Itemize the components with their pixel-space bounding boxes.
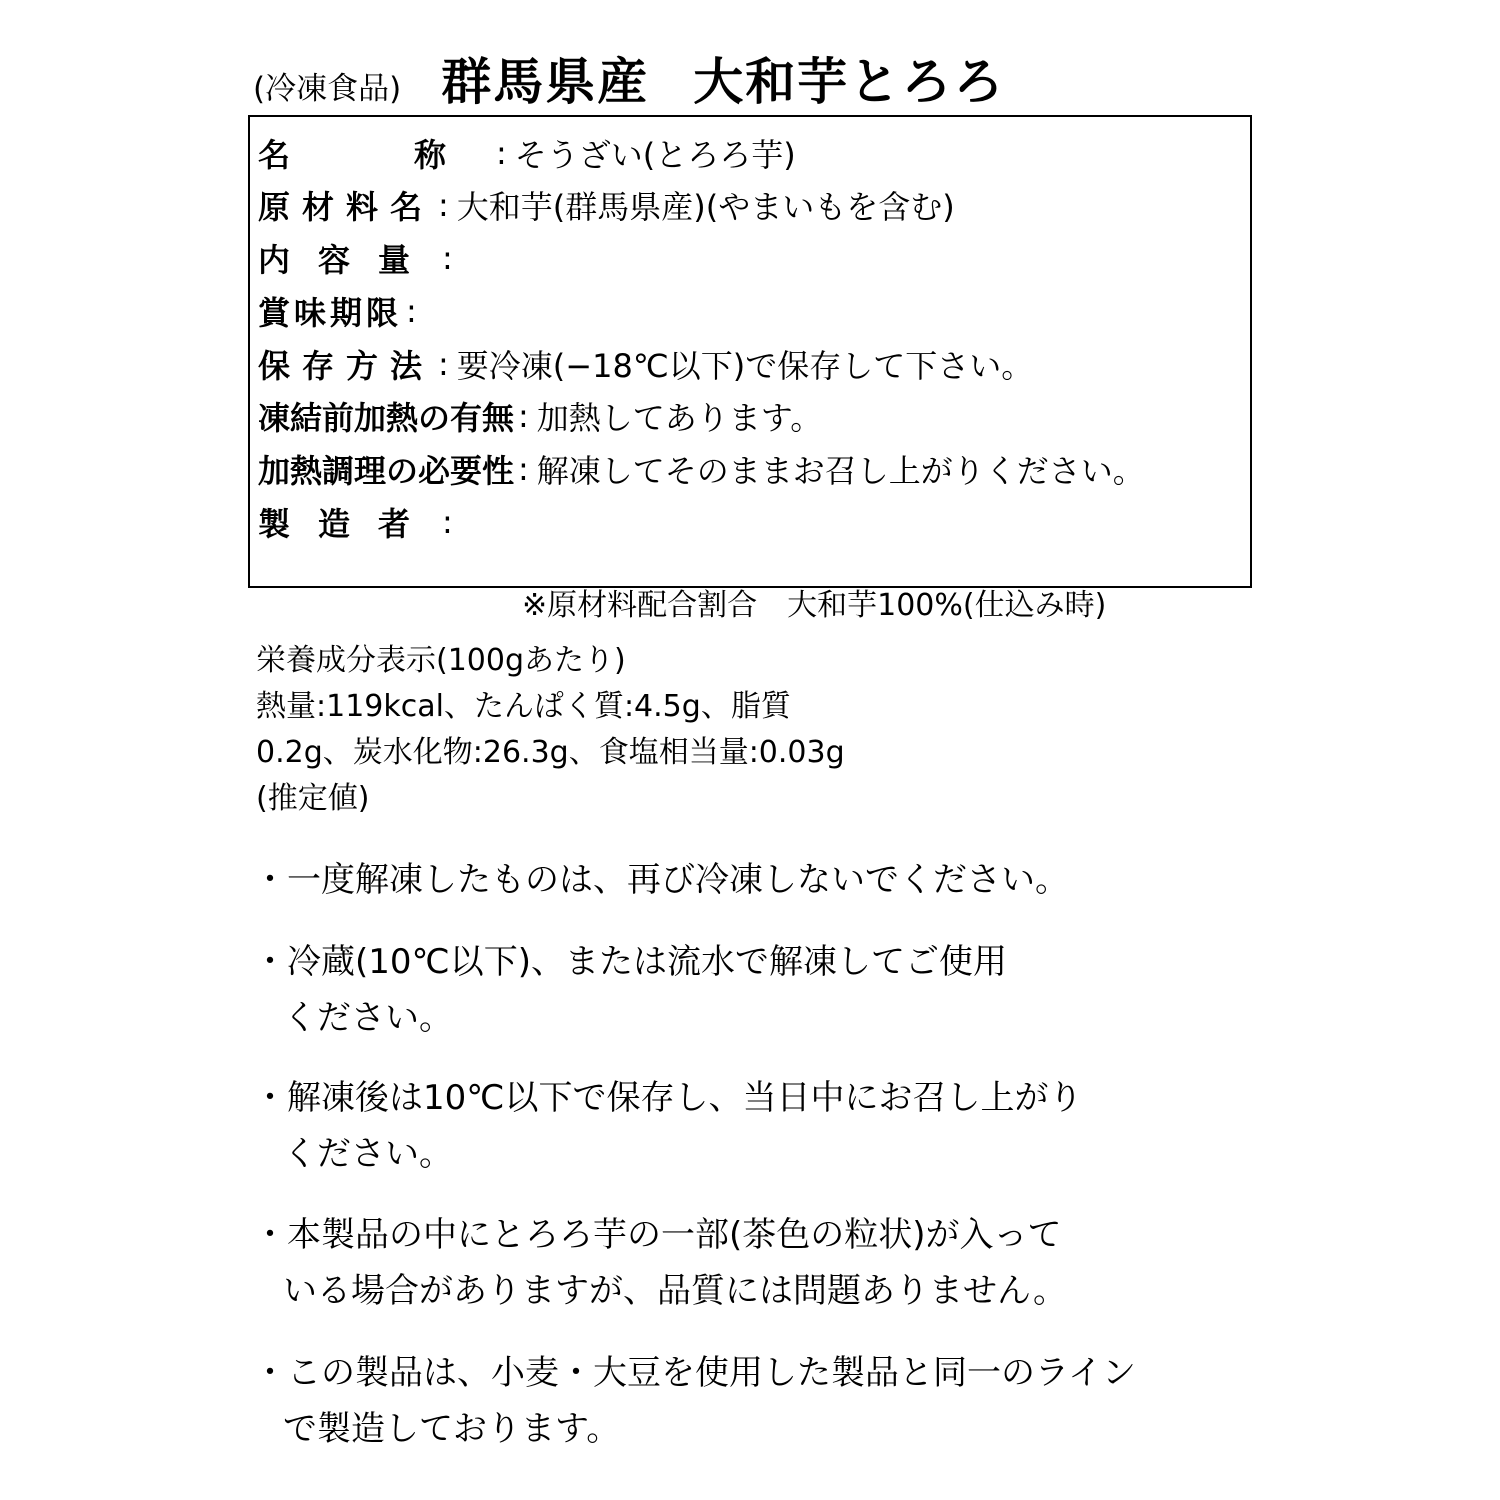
field-value: 加熱してあります。 xyxy=(536,399,823,437)
note-line: いる場合がありますが、品質には問題ありません。 xyxy=(283,1271,1068,1311)
field-label: 内容量 xyxy=(258,241,439,279)
note-item xyxy=(253,1070,1082,1182)
note-line: で製造しております。 xyxy=(283,1409,621,1449)
product-label-box xyxy=(248,115,1252,588)
ingredient-ratio-note: ※原材料配合割合 大和芋100%(仕込み時) xyxy=(522,588,1107,623)
field-value: 要冷凍(−18℃以下)で保存して下さい。 xyxy=(456,347,1034,385)
field-colon: : xyxy=(438,345,449,383)
field-label: 保存方法 xyxy=(258,347,435,385)
field-row-manufacturer xyxy=(258,496,461,548)
note-item xyxy=(253,852,1069,908)
field-row-storage xyxy=(258,338,1033,390)
note-item xyxy=(253,1345,1136,1457)
field-label: 名 称 xyxy=(258,136,493,174)
note-line: ・本製品の中にとろろ芋の一部(茶色の粒状)が入って xyxy=(253,1215,1062,1255)
title-product-name: 大和芋とろろ xyxy=(693,53,1006,111)
title-origin: 群馬県産 xyxy=(441,53,650,111)
field-value: 大和芋(群馬県産)(やまいもを含む) xyxy=(456,188,955,226)
field-label: 製造者 xyxy=(258,505,439,543)
field-label: 原材料名 xyxy=(258,188,435,226)
field-colon: : xyxy=(438,186,449,224)
note-item xyxy=(253,934,1007,1046)
nutrition-line: 熱量:119kcal、たんぱく質:4.5g、脂質 xyxy=(256,689,791,724)
field-colon: : xyxy=(406,292,417,330)
field-row-cooking-need xyxy=(258,443,1145,495)
title-prefix: (冷凍食品) xyxy=(253,71,402,107)
nutrition-heading: 栄養成分表示(100gあたり) xyxy=(256,643,626,678)
field-row-contents xyxy=(258,232,461,284)
field-row-name xyxy=(258,127,796,179)
note-line: ください。 xyxy=(283,1134,453,1174)
note-line: ください。 xyxy=(283,998,453,1038)
note-line: ・解凍後は10℃以下で保存し、当日中にお召し上がり xyxy=(253,1078,1083,1118)
field-label: 加熱調理の必要性 xyxy=(258,452,515,490)
field-value: そうざい(とろろ芋) xyxy=(514,136,796,174)
field-colon: : xyxy=(442,503,453,541)
note-line: ・冷蔵(10℃以下)、または流水で解凍してご使用 xyxy=(253,942,1007,982)
note-item xyxy=(253,1207,1067,1319)
field-row-ingredients xyxy=(258,179,955,231)
note-line: ・一度解凍したものは、再び冷凍しないでください。 xyxy=(253,860,1069,900)
nutrition-estimate-note: (推定値) xyxy=(256,781,370,816)
note-line: ・この製品は、小麦・大豆を使用した製品と同一のライン xyxy=(253,1353,1136,1393)
title-main xyxy=(441,42,1005,114)
field-label: 凍結前加熱の有無 xyxy=(258,399,515,437)
field-row-preheating xyxy=(258,390,822,442)
nutrition-facts xyxy=(256,638,845,822)
field-row-best-before xyxy=(258,285,425,337)
field-colon: : xyxy=(442,239,453,277)
field-label: 賞味期限 xyxy=(258,294,403,332)
product-title xyxy=(253,52,1005,114)
nutrition-line: 0.2g、炭水化物:26.3g、食塩相当量:0.03g xyxy=(256,735,845,770)
field-colon: : xyxy=(518,450,529,488)
field-colon: : xyxy=(518,397,529,435)
field-colon: : xyxy=(496,134,507,172)
field-value: 解凍してそのままお召し上がりください。 xyxy=(536,452,1145,490)
